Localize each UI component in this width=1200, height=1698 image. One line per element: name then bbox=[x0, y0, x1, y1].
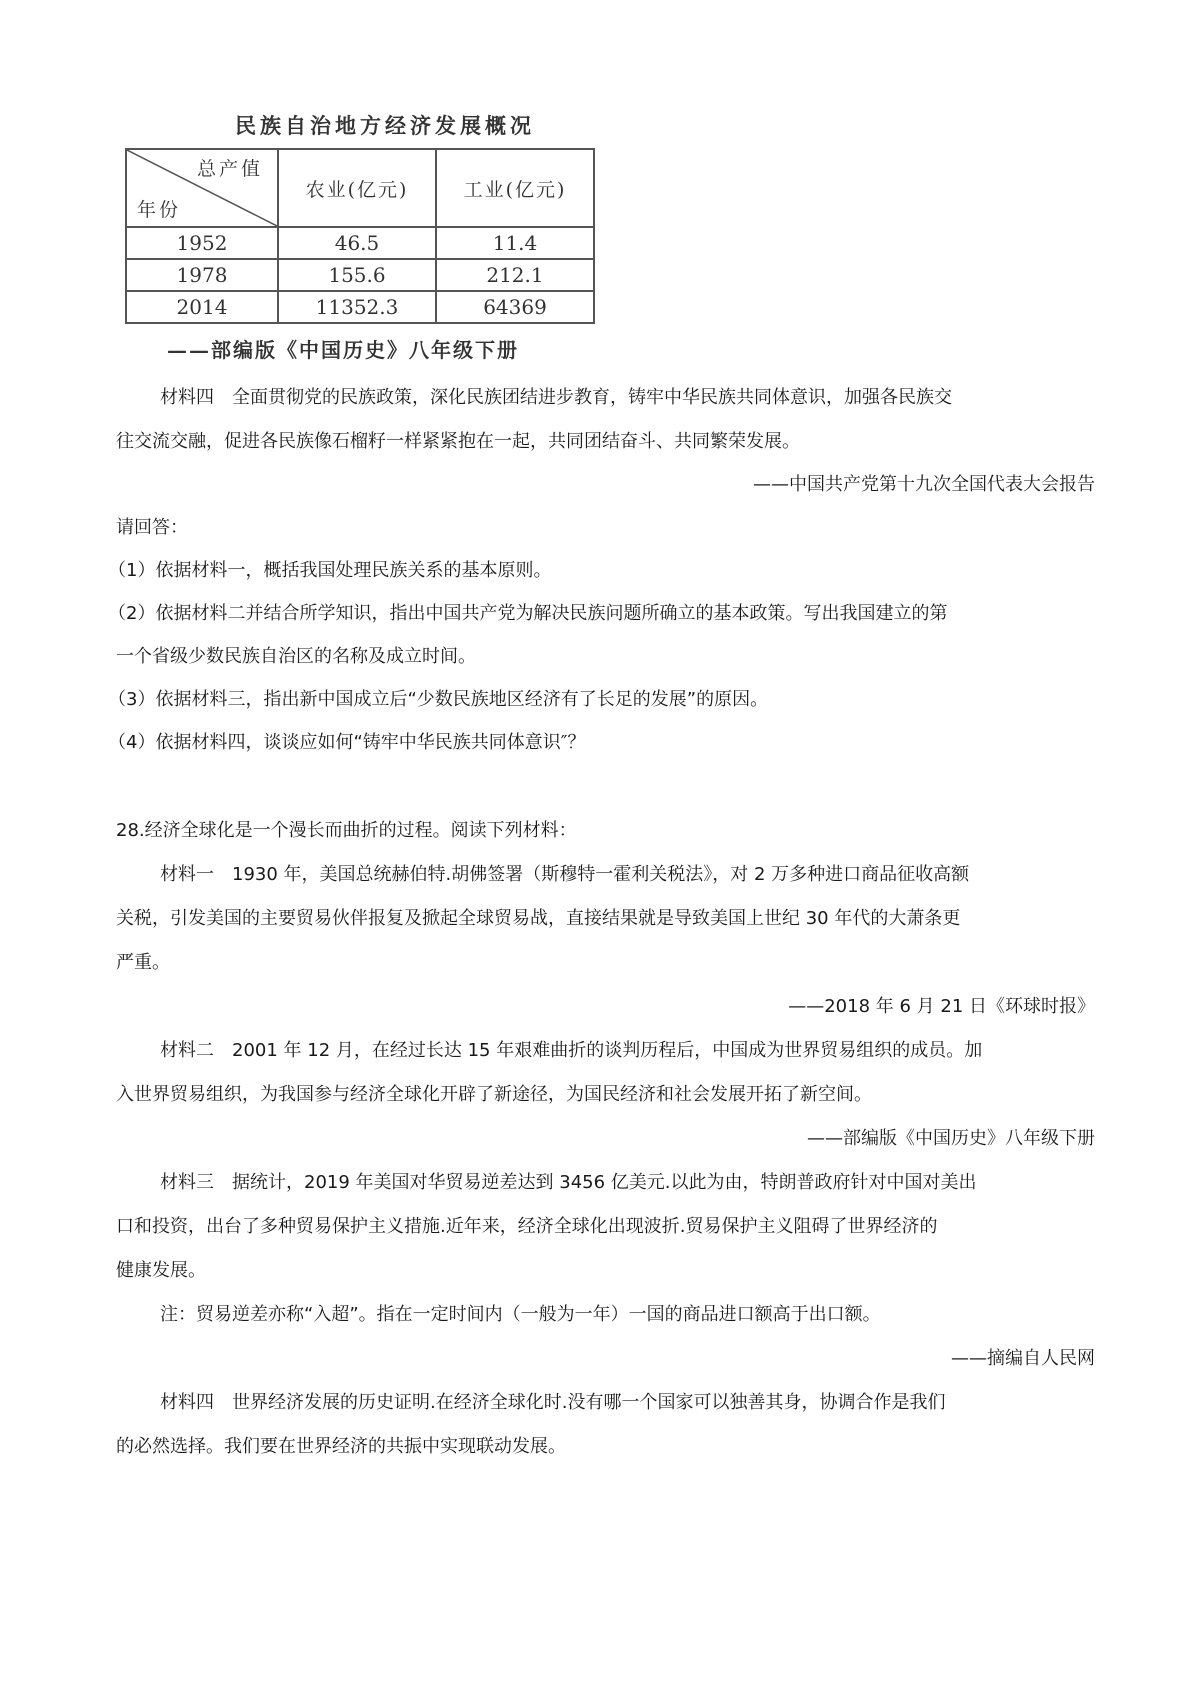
table-row bbox=[126, 291, 594, 323]
header-industry: 工业(亿元) bbox=[436, 149, 594, 227]
q27-prompt: 请回答： bbox=[116, 517, 188, 538]
economy-table bbox=[125, 148, 595, 324]
cell-ind: 212.1 bbox=[436, 259, 594, 291]
q28-material2-line1: 材料二 2001 年 12 月，在经过长达 15 年艰难曲折的谈判历程后，中国成为世界贸易组织的成员。加 bbox=[160, 1040, 983, 1061]
cell-year: 1978 bbox=[126, 259, 278, 291]
q28-material1-source: ——2018 年 6 月 21 日《环球时报》 bbox=[788, 996, 1095, 1017]
q28-material2-line2: 入世界贸易组织，为我国参与经济全球化开辟了新途径，为国民经济和社会发展开拓了新空间。 bbox=[116, 1084, 872, 1105]
header-agriculture: 农业(亿元) bbox=[278, 149, 436, 227]
table-row bbox=[126, 259, 594, 291]
q27-question4: （4）依据材料四，谈谈应如何“铸牢中华民族共同体意识″？ bbox=[108, 732, 586, 753]
q28-intro: 28.经济全球化是一个漫长而曲折的过程。阅读下列材料： bbox=[116, 820, 577, 841]
cell-ind: 64369 bbox=[436, 291, 594, 323]
q28-material1-line1: 材料一 1930 年，美国总统赫伯特.胡佛签署（斯穆特一霍利关税法》，对 2 万多种进口商品征收高额 bbox=[160, 864, 970, 885]
q28-material4-line2: 的必然选择。我们要在世界经济的共振中实现联动发展。 bbox=[116, 1436, 566, 1457]
cell-agri: 11352.3 bbox=[278, 291, 436, 323]
table-title: 民族自治地方经济发展概况 bbox=[235, 113, 535, 138]
q27-question2-line2: 一个省级少数民族自治区的名称及成立时间。 bbox=[116, 646, 476, 667]
q28-note: 注：贸易逆差亦称“入超”。指在一定时间内（一般为一年）一国的商品进口额高于出口额。 bbox=[160, 1304, 881, 1325]
table-row bbox=[126, 227, 594, 259]
q28-material3-source: ——摘编自人民网 bbox=[951, 1348, 1095, 1369]
q28-material3-line3: 健康发展。 bbox=[116, 1260, 206, 1281]
cell-agri: 46.5 bbox=[278, 227, 436, 259]
cell-agri: 155.6 bbox=[278, 259, 436, 291]
table-source: ——部编版《中国历史》八年级下册 bbox=[167, 338, 519, 362]
q28-material1-line2: 关税，引发美国的主要贸易伙伴报复及掀起全球贸易战，直接结果就是导致美国上世纪 30 年代的大萧条更 bbox=[116, 908, 961, 929]
scanned-table-figure bbox=[125, 110, 605, 363]
q27-material4-line2: 往交流交融，促进各民族像石榴籽一样紧紧抱在一起，共同团结奋斗、共同繁荣发展。 bbox=[116, 431, 800, 452]
table-header-row bbox=[126, 149, 594, 227]
q27-question3: （3）依据材料三，指出新中国成立后“少数民族地区经济有了长足的发展”的原因。 bbox=[108, 689, 769, 710]
table-corner-cell bbox=[126, 149, 278, 227]
cell-year: 1952 bbox=[126, 227, 278, 259]
q27-question1: （1）依据材料一，概括我国处理民族关系的基本原则。 bbox=[108, 560, 552, 581]
cell-year: 2014 bbox=[126, 291, 278, 323]
q28-material1-line3: 严重。 bbox=[116, 952, 170, 973]
q28-material2-source: ——部编版《中国历史》八年级下册 bbox=[807, 1128, 1095, 1149]
q28-material4-line1: 材料四 世界经济发展的历史证明.在经济全球化时.没有哪一个国家可以独善其身，协调合作是我们 bbox=[160, 1392, 946, 1413]
corner-label-total: 总产值 bbox=[196, 158, 263, 180]
corner-label-year: 年份 bbox=[137, 199, 182, 221]
q27-question2-line1: （2）依据材料二并结合所学知识，指出中国共产党为解决民族问题所确立的基本政策。写出我国建立的第 bbox=[108, 603, 948, 624]
q27-material4-line1: 材料四 全面贯彻党的民族政策，深化民族团结进步教育，铸牢中华民族共同体意识，加强各民族交 bbox=[160, 387, 952, 408]
q28-material3-line1: 材料三 据统计，2019 年美国对华贸易逆差达到 3456 亿美元.以此为由，特朗普政府针对中国对美出 bbox=[160, 1172, 977, 1193]
q28-material3-line2: 口和投资，出台了多种贸易保护主义措施.近年来，经济全球化出现波折.贸易保护主义阻碍了世界经济的 bbox=[116, 1216, 938, 1237]
q27-material4-source: ——中国共产党第十九次全国代表大会报告 bbox=[753, 474, 1095, 495]
cell-ind: 11.4 bbox=[436, 227, 594, 259]
